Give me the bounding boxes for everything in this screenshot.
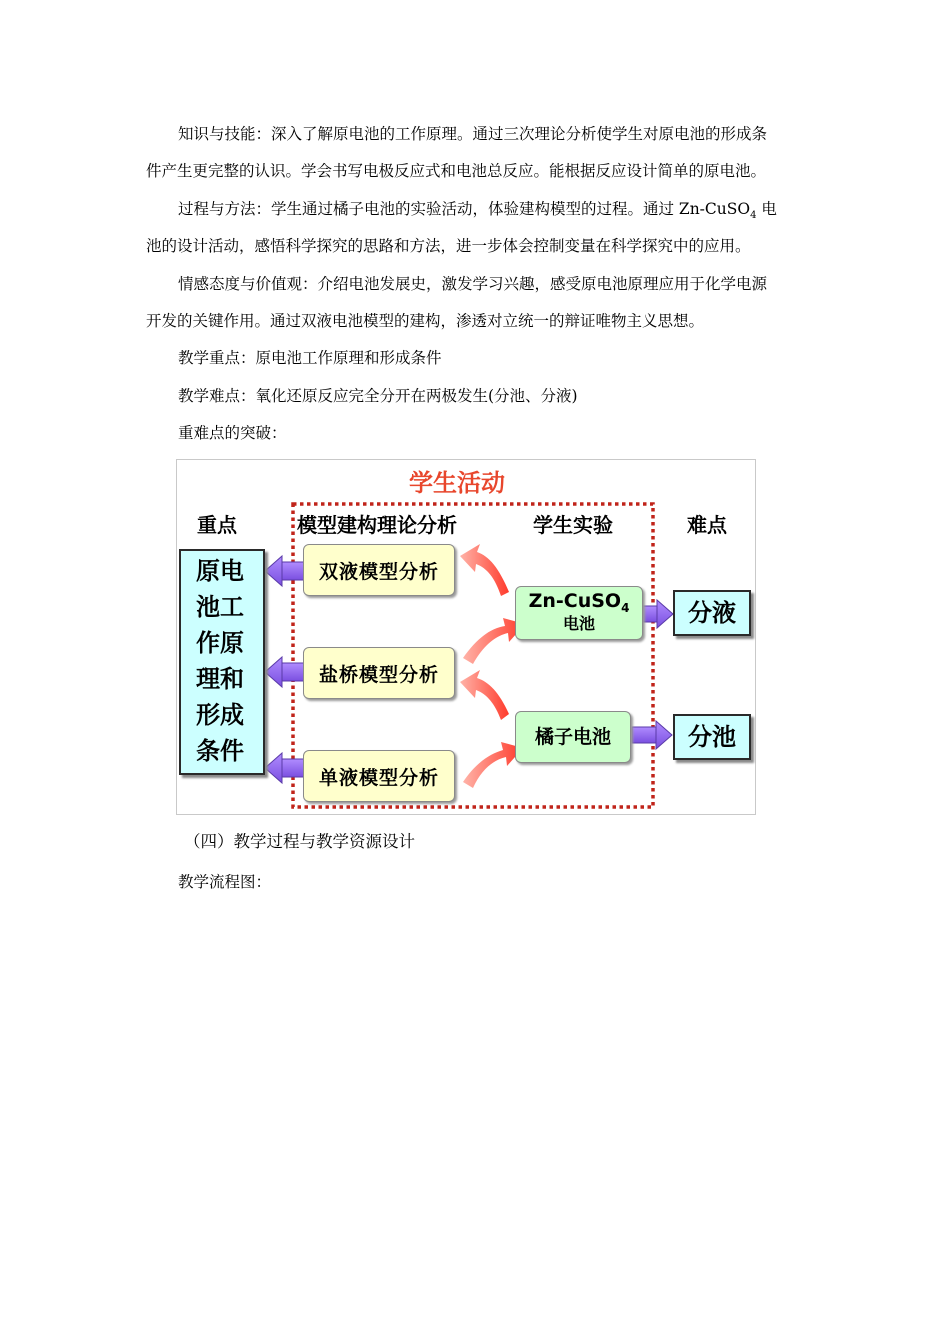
knowledge-paragraph-line1: 知识与技能：深入了解原电池的工作原理。通过三次理论分析使学生对原电池的形成条	[178, 125, 768, 143]
section-four-heading: （四）教学过程与教学资源设计	[184, 832, 415, 851]
curved-arrow-single-to-orange	[463, 742, 523, 788]
difficulty-separate-cell-box: 分池	[673, 714, 751, 760]
column-header-difficult: 难点	[687, 513, 727, 537]
process-subscript: 4	[750, 210, 757, 221]
process-paragraph-line1	[178, 199, 777, 219]
curved-arrow-zn-to-double	[460, 544, 509, 596]
key-box-line: 作原	[196, 629, 244, 657]
emotion-paragraph-line2: 开发的关键作用。通过双液电池模型的建构，渗透对立统一的辩证唯物主义思想。	[146, 312, 705, 330]
process-text-b: 电	[756, 200, 777, 218]
key-box-line: 理和	[196, 665, 244, 693]
model-salt-bridge-box: 盐桥模型分析	[303, 647, 455, 699]
arrow-double-to-key	[265, 556, 304, 586]
zn-cuso4-formula	[516, 589, 642, 613]
arrow-single-to-key	[265, 753, 304, 783]
breakthrough-diagram	[176, 459, 756, 815]
key-box-line: 池工	[196, 593, 244, 621]
zn-cuso4-cell-label: 电池	[562, 614, 595, 633]
breakthrough-label: 重难点的突破：	[178, 424, 287, 442]
model-double-liquid-box: 双液模型分析	[303, 544, 455, 596]
process-text-a: 过程与方法：学生通过橘子电池的实验活动，体验建构模型的过程。通过 Zn-CuSO	[178, 200, 751, 218]
knowledge-paragraph-line2: 件产生更完整的认识。学会书写电极反应式和电池总反应。能根据反应设计简单的原电池。	[146, 162, 767, 180]
emotion-paragraph-line1: 情感态度与价值观：介绍电池发展史，激发学习兴趣，感受原电池原理应用于化学电源	[178, 275, 768, 293]
column-header-model: 模型建构理论分析	[297, 513, 457, 537]
key-box-line: 原电	[196, 557, 244, 585]
column-header-experiment: 学生实验	[533, 513, 613, 537]
model-single-liquid-box: 单液模型分析	[303, 750, 455, 802]
zn-cuso4-subscript: 4	[621, 600, 630, 615]
key-box-line: 条件	[196, 737, 244, 765]
diagram-title: 学生活动	[409, 469, 505, 497]
difficulty-line: 教学难点：氧化还原反应完全分开在两极发生(分池、分液)	[178, 387, 578, 405]
flowchart-label: 教学流程图：	[178, 873, 272, 891]
process-paragraph-line2: 池的设计活动，感悟科学探究的思路和方法，进一步体会控制变量在科学探究中的应用。	[146, 237, 751, 255]
key-point-line: 教学重点：原电池工作原理和形成条件	[178, 349, 442, 367]
curved-arrow-orange-to-saltbridge	[460, 670, 509, 720]
key-box-line: 形成	[196, 701, 244, 729]
column-header-key: 重点	[197, 513, 237, 537]
experiment-orange-battery-box: 橘子电池	[515, 711, 631, 763]
arrow-saltbridge-to-key	[265, 657, 304, 687]
difficulty-separate-liquid-box: 分液	[673, 590, 751, 636]
experiment-zn-cuso4-box	[515, 586, 643, 640]
zn-cuso4-main: Zn-CuSO	[528, 590, 622, 612]
arrow-zn-to-liquid	[643, 600, 673, 628]
key-point-box	[179, 549, 265, 775]
